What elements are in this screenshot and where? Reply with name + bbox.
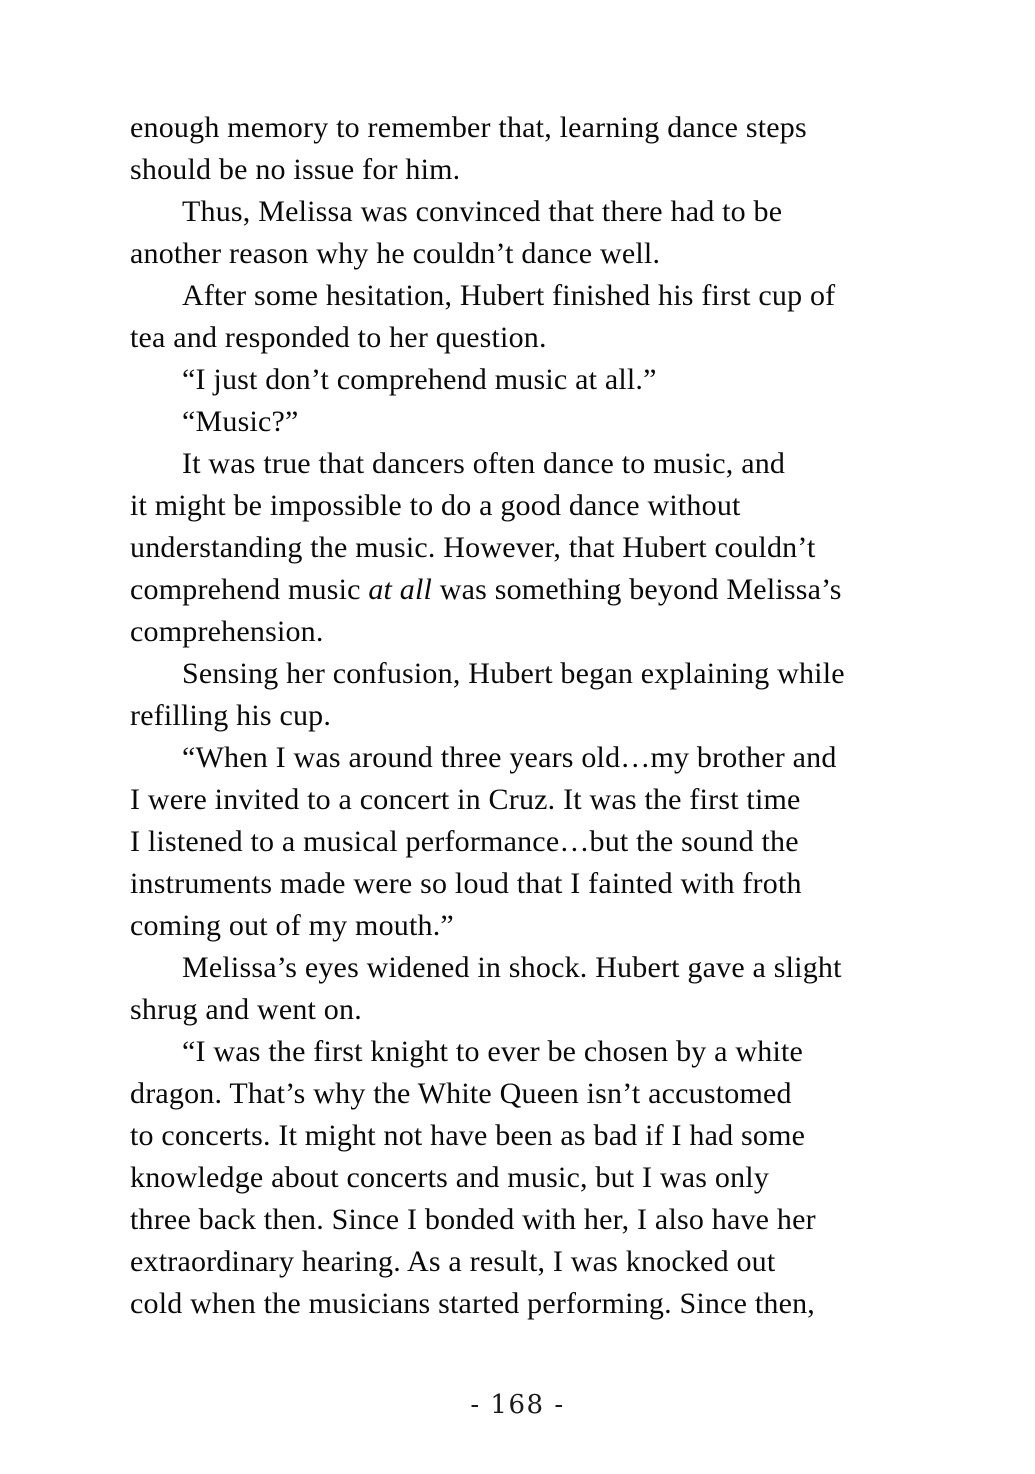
text-line: [130, 947, 930, 989]
text-segment: Thus, Melissa was convinced that there had to be: [182, 195, 783, 228]
text-segment: instruments made were so loud that I fainted with froth: [130, 867, 802, 900]
page-number: - 168 -: [470, 1390, 565, 1420]
text-line: [130, 233, 930, 275]
text-line: [130, 191, 930, 233]
text-segment: comprehend music: [130, 573, 369, 606]
text-segment: I were invited to a concert in Cruz. It was the first time: [130, 783, 801, 816]
text-line: [130, 905, 930, 947]
text-segment: enough memory to remember that, learning dance steps: [130, 111, 807, 144]
text-line: [130, 485, 930, 527]
text-line: [130, 317, 930, 359]
text-segment: cold when the musicians started performing. Since then,: [130, 1287, 815, 1320]
text-line: [130, 695, 930, 737]
text-line: [130, 107, 930, 149]
text-line: [130, 359, 930, 401]
text-line: [130, 779, 930, 821]
text-line: [130, 149, 930, 191]
italic-text-segment: at all: [368, 573, 433, 606]
text-line: [130, 275, 930, 317]
text-segment: was something beyond Melissa’s: [432, 573, 842, 606]
text-line: [130, 611, 930, 653]
text-line: [130, 653, 930, 695]
text-line: [130, 737, 930, 779]
text-segment: it might be impossible to do a good dance without: [130, 489, 741, 522]
text-line: [130, 569, 930, 611]
text-segment: shrug and went on.: [130, 993, 362, 1026]
text-segment: coming out of my mouth.”: [130, 909, 454, 942]
text-segment: should be no issue for him.: [130, 153, 461, 186]
text-segment: “When I was around three years old…my brother and: [182, 741, 837, 774]
text-segment: to concerts. It might not have been as bad if I had some: [130, 1119, 806, 1152]
text-block: [130, 107, 930, 1325]
text-segment: “I just don’t comprehend music at all.”: [182, 363, 657, 396]
text-segment: three back then. Since I bonded with her, I also have her: [130, 1203, 816, 1236]
text-line: [130, 1115, 930, 1157]
text-segment: another reason why he couldn’t dance well.: [130, 237, 661, 270]
text-line: [130, 1199, 930, 1241]
text-segment: extraordinary hearing. As a result, I was knocked out: [130, 1245, 776, 1278]
text-segment: refilling his cup.: [130, 699, 332, 732]
text-line: [130, 1157, 930, 1199]
text-line: [130, 863, 930, 905]
text-segment: I listened to a musical performance…but the sound the: [130, 825, 799, 858]
text-line: [130, 443, 930, 485]
text-segment: understanding the music. However, that Hubert couldn’t: [130, 531, 816, 564]
text-segment: “Music?”: [182, 405, 299, 438]
text-line: [130, 1031, 930, 1073]
text-segment: After some hesitation, Hubert finished his first cup of: [182, 279, 836, 312]
text-line: [130, 821, 930, 863]
text-line: [130, 1073, 930, 1115]
text-line: [130, 401, 930, 443]
text-line: [130, 1241, 930, 1283]
text-segment: dragon. That’s why the White Queen isn’t accustomed: [130, 1077, 792, 1110]
text-segment: knowledge about concerts and music, but I was only: [130, 1161, 770, 1194]
text-segment: comprehension.: [130, 615, 324, 648]
text-line: [130, 989, 930, 1031]
text-segment: Melissa’s eyes widened in shock. Hubert gave a slight: [182, 951, 842, 984]
text-line: [130, 527, 930, 569]
text-line: [130, 1283, 930, 1325]
text-segment: Sensing her confusion, Hubert began explaining while: [182, 657, 845, 690]
text-segment: It was true that dancers often dance to music, and: [182, 447, 786, 480]
text-segment: tea and responded to her question.: [130, 321, 547, 354]
text-segment: “I was the first knight to ever be chosen by a white: [182, 1035, 804, 1068]
